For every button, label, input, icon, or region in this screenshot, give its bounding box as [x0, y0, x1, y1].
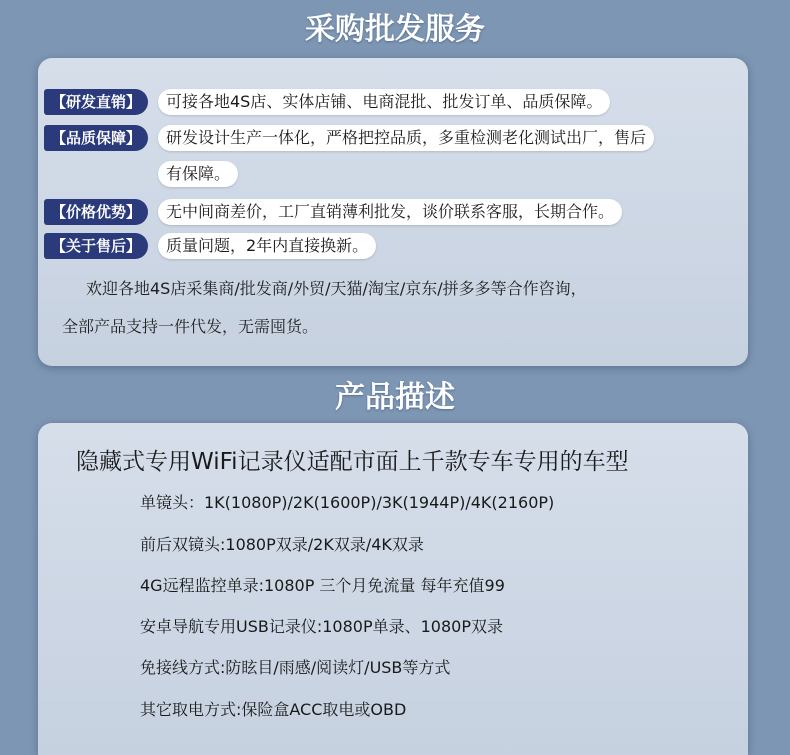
- spec-single-lens: 单镜头：1K(1080P)/2K(1600P)/3K(1944P)/4K(2160P): [140, 493, 555, 512]
- text-direct-sales: 可接各地4S店、实体店铺、电商混批、批发订单、品质保障。: [158, 89, 610, 115]
- spec-wiring-free: 免接线方式:防眩目/雨感/阅读灯/USB等方式: [140, 658, 451, 677]
- note-line-1: 欢迎各地4S店采集商/批发商/外贸/天猫/淘宝/京东/拼多多等合作咨询，: [86, 279, 587, 298]
- spec-android-usb: 安卓导航专用USB记录仪:1080P单录、1080P双录: [140, 617, 503, 636]
- section-title-wholesale: 采购批发服务: [305, 12, 485, 47]
- product-heading: 隐藏式专用WiFi记录仪适配市面上千款专车专用的车型: [76, 449, 629, 475]
- tag-quality: 【品质保障】: [44, 125, 148, 151]
- spec-dual-lens: 前后双镜头:1080P双录/2K双录/4K双录: [140, 535, 424, 554]
- note-line-2: 全部产品支持一件代发，无需囤货。: [62, 317, 319, 336]
- text-quality-cont: 有保障。: [158, 161, 238, 187]
- spec-power-supply: 其它取电方式:保险盒ACC取电或OBD: [140, 700, 407, 719]
- text-after-sales: 质量问题，2年内直接换新。: [158, 233, 376, 259]
- spec-4g-remote: 4G远程监控单录:1080P 三个月免流量 每年充值99: [140, 576, 505, 595]
- text-quality: 研发设计生产一体化，严格把控品质，多重检测老化测试出厂，售后: [158, 125, 654, 151]
- section-title-product: 产品描述: [335, 380, 455, 415]
- tag-after-sales: 【关于售后】: [44, 233, 148, 259]
- tag-price: 【价格优势】: [44, 199, 148, 225]
- tag-direct-sales: 【研发直销】: [44, 89, 148, 115]
- text-price: 无中间商差价，工厂直销薄利批发，谈价联系客服，长期合作。: [158, 199, 622, 225]
